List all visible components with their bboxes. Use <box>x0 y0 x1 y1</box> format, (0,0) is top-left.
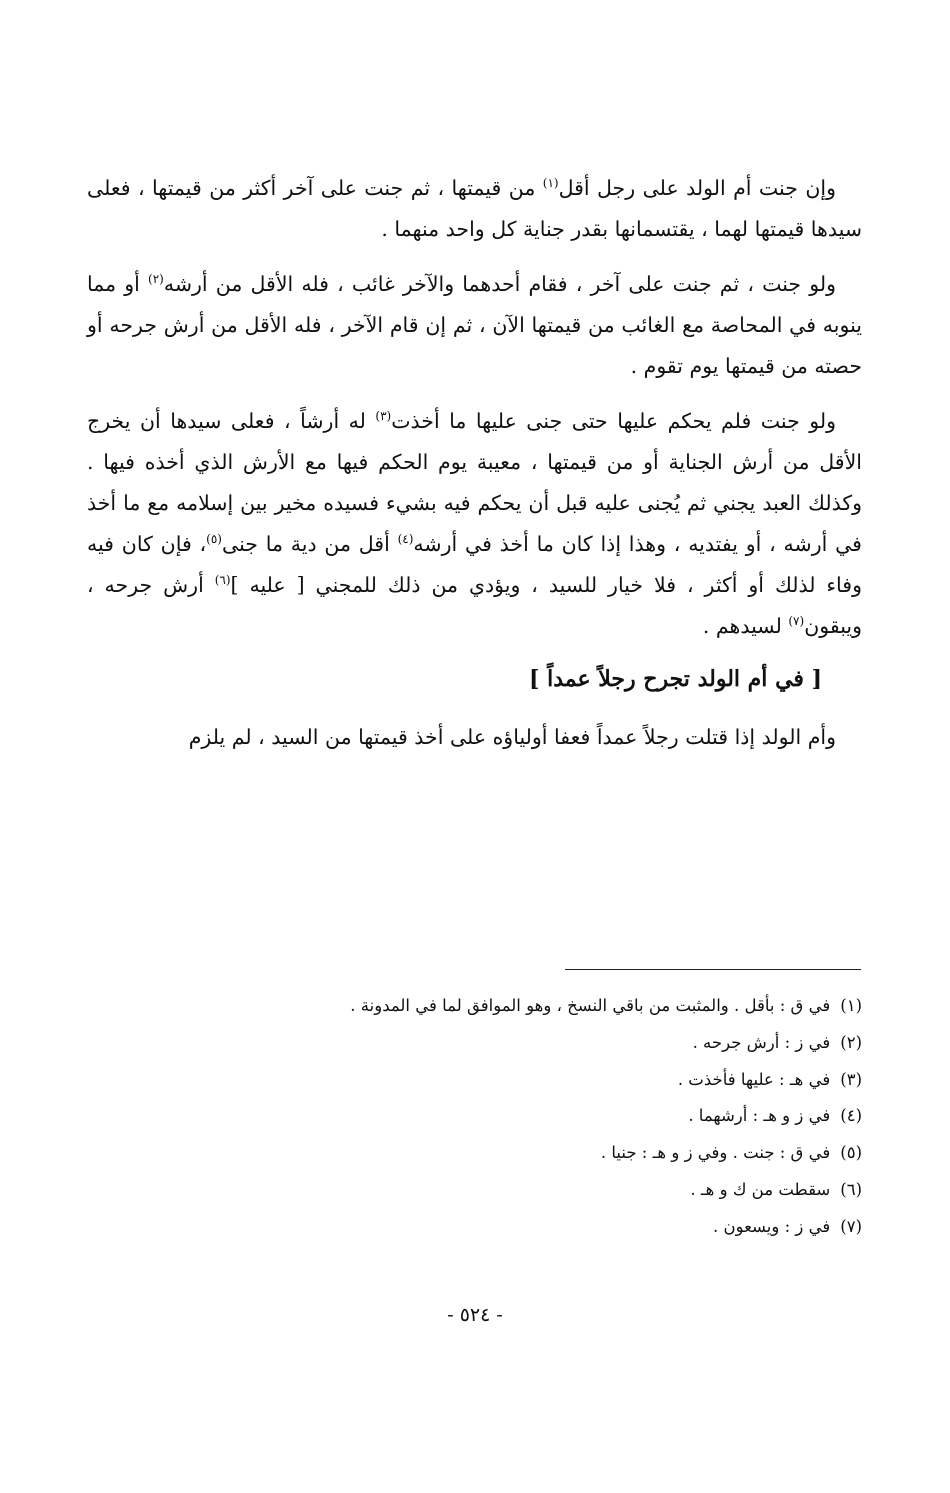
paragraph: ولو جنت ، ثم جنت على آخر ، فقام أحدهما والآخر غائب ، فله الأقل من أرشه$^{(٢)}$ أو مما ينوبه في المحاصة مع الغائب من قيمتها الآن ، ثم إن قام الآخر ، فله الأقل من أرش جرحه أو حصته من قيمتها يوم تقوم . <box>87 272 862 378</box>
footnote <box>87 1172 862 1209</box>
footnote-number: (٦) <box>840 1179 862 1199</box>
footnote-separator <box>565 969 861 970</box>
footnote-ref: (٢) <box>148 272 164 287</box>
footnote-text: في ز : ويسعون . <box>712 1216 831 1236</box>
paragraph: ولو جنت فلم يحكم عليها حتى جنى عليها ما أخذت$^{(٣)}$ له أرشاً ، فعلى سيدها أن يخرج الأقل من أرش الجناية أو من قيمتها ، معيبة يوم الحكم فيها مع الأرش الذي أخذه فيها . وكذلك العبد يجني ثم يُجنى عليه قبل أن يحكم فيه بشيء فسيده مخير بين إسلامه مع ما أخذ في أرشه ، أو يفتديه ، وهذا إذا كان ما أخذ في أرشه$^{(٤)}$ أقل من دية ما جنى$^{(٥)}$، فإن كان فيه وفاء لذلك أو أكثر ، فلا خيار للسيد ، ويؤدي من ذلك للمجني [ عليه ]$^{(٦)}$ أرش جرحه ، ويبقون$^{(٧)}$ لسيدهم . <box>87 409 862 638</box>
footnote <box>87 1209 862 1246</box>
footnote-text: سقطت من ك و هـ . <box>690 1179 831 1199</box>
footnotes <box>87 988 862 1246</box>
footnote-ref: (٧) <box>788 614 805 629</box>
footnote <box>87 988 862 1025</box>
main-text <box>87 168 862 758</box>
footnote-number: (٢) <box>840 1032 862 1052</box>
footnote-number: (١) <box>840 996 862 1015</box>
footnote-text: في ق : جنت . وفي ز و هـ : جنيا . <box>600 1143 831 1163</box>
footnote-ref: (٦) <box>214 573 231 588</box>
footnote-ref: (٤) <box>397 532 414 547</box>
footnote-ref: (٥) <box>206 532 222 547</box>
paragraph: وإن جنت أم الولد على رجل أقل$^{(١)}$ من قيمتها ، ثم جنت على آخر أكثر من قيمتها ، فعلى سيدها قيمتها لهما ، يقتسمانها بقدر جناية كل واحد منهما . <box>87 176 862 241</box>
footnote <box>87 1098 862 1135</box>
page-number: - ٥٢٤ - <box>447 1304 503 1326</box>
footnote-number: (٣) <box>840 1069 862 1089</box>
footnote-text: في ز و هـ : أرشهما . <box>688 1106 831 1126</box>
footnote-number: (٧) <box>840 1216 862 1236</box>
footnote-number: (٤) <box>840 1106 862 1126</box>
footnote-text: في ز : أرش جرحه . <box>692 1032 831 1052</box>
footnote <box>87 1062 862 1099</box>
footnote <box>87 1025 862 1062</box>
footnote-number: (٥) <box>840 1143 862 1163</box>
footnote-ref: (١) <box>542 176 559 191</box>
closing-paragraph: وأم الولد إذا قتلت رجلاً عمداً فعفا أولياؤه على أخذ قيمتها من السيد ، لم يلزم <box>188 725 836 749</box>
footnote <box>87 1135 862 1172</box>
footnote-text: في ق : بأقل . والمثبت من باقي النسخ ، وهو الموافق لما في المدونة . <box>350 996 831 1015</box>
section-heading: [ في أم الولد تجرح رجلاً عمداً ] <box>529 666 822 692</box>
footnote-ref: (٣) <box>375 409 392 424</box>
footnote-text: في هـ : عليها فأخذت . <box>677 1069 831 1089</box>
